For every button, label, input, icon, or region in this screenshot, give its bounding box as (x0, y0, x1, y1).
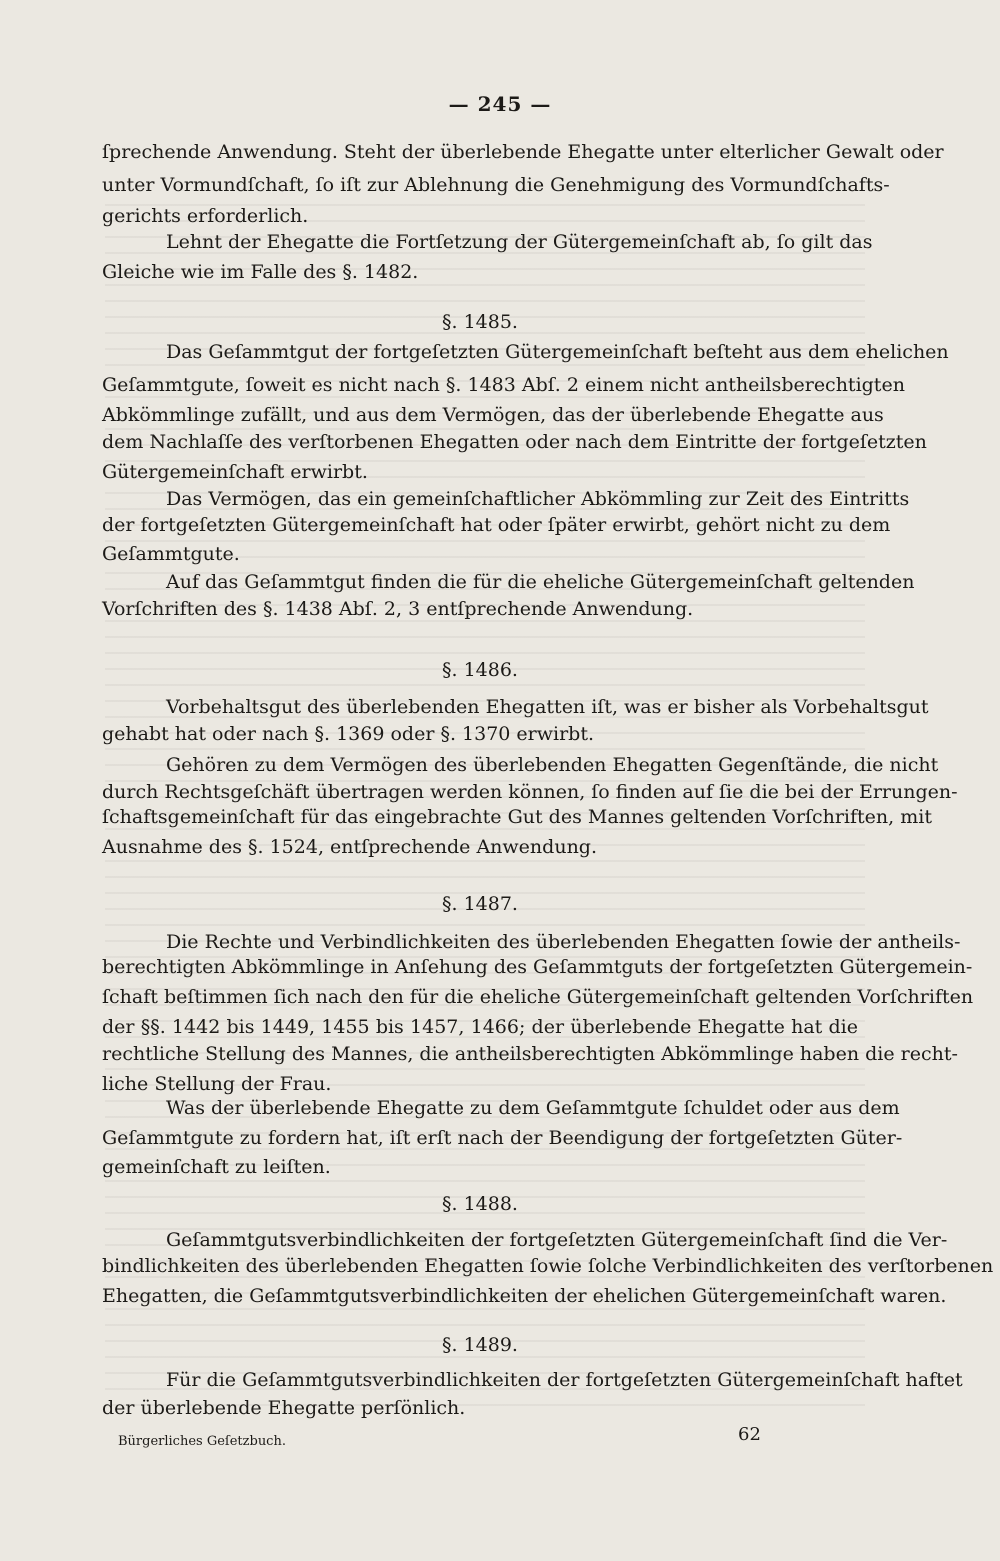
text-line: Ehegatten, die Geſammtgutsverbindlichkeiten der ehelichen Gütergemeinſchaft waren. (102, 1285, 947, 1307)
text-line: Ausnahme des §. 1524, entſprechende Anwendung. (102, 836, 598, 858)
text-line: Gütergemeinſchaft erwirbt. (102, 461, 368, 483)
text-line: rechtliche Stellung des Mannes, die antheilsberechtigten Abkömmlinge haben die recht- (102, 1043, 958, 1065)
text-line: Die Rechte und Verbindlichkeiten des überlebenden Ehegatten ſowie der antheils- (166, 931, 961, 953)
text-line: ſprechende Anwendung. Steht der überlebende Ehegatte unter elterlicher Gewalt oder (102, 141, 944, 163)
text-line: durch Rechtsgeſchäft übertragen werden können, ſo finden auf ſie die bei der Errungen- (102, 781, 958, 803)
section-heading: §. 1486. (442, 659, 518, 681)
text-line: ſchaft beſtimmen ſich nach den für die eheliche Gütergemeinſchaft geltenden Vorſchriften (102, 986, 974, 1008)
text-line: Gehören zu dem Vermögen des überlebenden Ehegatten Gegenſtände, die nicht (166, 754, 939, 776)
text-line: der §§. 1442 bis 1449, 1455 bis 1457, 1466; der überlebende Ehegatte hat die (102, 1016, 858, 1038)
text-line: Geſammtgute. (102, 543, 240, 565)
text-line: Für die Geſammtgutsverbindlichkeiten der fortgeſetzten Gütergemeinſchaft haftet (166, 1369, 963, 1391)
text-line: Geſammtgutsverbindlichkeiten der fortgeſetzten Gütergemeinſchaft ſind die Ver- (166, 1229, 948, 1251)
text-line: Abkömmlinge zufällt, und aus dem Vermögen, das der überlebende Ehegatte aus (102, 404, 884, 426)
text-line: Was der überlebende Ehegatte zu dem Geſammtgute ſchuldet oder aus dem (166, 1097, 900, 1119)
section-heading: §. 1487. (442, 893, 518, 915)
text-line: Lehnt der Ehegatte die Fortſetzung der Gütergemeinſchaft ab, ſo gilt das (166, 231, 873, 253)
text-line: gehabt hat oder nach §. 1369 oder §. 1370 erwirbt. (102, 723, 594, 745)
text-line: Das Geſammtgut der fortgeſetzten Gütergemeinſchaft beſteht aus dem ehelichen (166, 341, 949, 363)
section-heading: §. 1488. (442, 1193, 518, 1215)
text-line: Vorbehaltsgut des überlebenden Ehegatten iſt, was er bisher als Vorbehaltsgut (166, 696, 929, 718)
text-line: Vorſchriften des §. 1438 Abſ. 2, 3 entſprechende Anwendung. (102, 598, 694, 620)
text-line: der überlebende Ehegatte perſönlich. (102, 1397, 466, 1419)
text-line: unter Vormundſchaft, ſo iſt zur Ablehnung die Genehmigung des Vormundſchafts- (102, 174, 890, 196)
text-line: Geſammtgute, ſoweit es nicht nach §. 1483 Abſ. 2 einem nicht antheilsberechtigten (102, 374, 905, 396)
text-line: berechtigten Abkömmlinge in Anſehung des Geſammtguts der fortgeſetzten Gütergemein- (102, 956, 973, 978)
text-line: dem Nachlaſſe des verſtorbenen Ehegatten oder nach dem Eintritte der fortgeſetzten (102, 431, 927, 453)
sheet-number: 62 (738, 1424, 761, 1445)
text-line: der fortgeſetzten Gütergemeinſchaft hat oder ſpäter erwirbt, gehört nicht zu dem (102, 514, 891, 536)
section-heading: §. 1485. (442, 311, 518, 333)
text-line: Geſammtgute zu fordern hat, iſt erſt nach der Beendigung der fortgeſetzten Güter- (102, 1127, 903, 1149)
text-line: Das Vermögen, das ein gemeinſchaftlicher Abkömmling zur Zeit des Eintritts (166, 488, 910, 510)
text-line: Gleiche wie im Falle des §. 1482. (102, 261, 419, 283)
page-number-header: — 245 — (448, 92, 552, 116)
signature-mark: Bürgerliches Geſetzbuch. (118, 1434, 286, 1449)
section-heading: §. 1489. (442, 1334, 518, 1356)
text-line: bindlichkeiten des überlebenden Ehegatten ſowie ſolche Verbindlichkeiten des verſtorbenen (102, 1255, 994, 1277)
text-line: gemeinſchaft zu leiſten. (102, 1156, 331, 1178)
text-line: gerichts erforderlich. (102, 205, 309, 227)
text-line: ſchaftsgemeinſchaft für das eingebrachte Gut des Mannes geltenden Vorſchriften, mit (102, 806, 932, 828)
text-line: Auf das Geſammtgut finden die für die eheliche Gütergemeinſchaft geltenden (166, 571, 915, 593)
text-line: liche Stellung der Frau. (102, 1073, 332, 1095)
